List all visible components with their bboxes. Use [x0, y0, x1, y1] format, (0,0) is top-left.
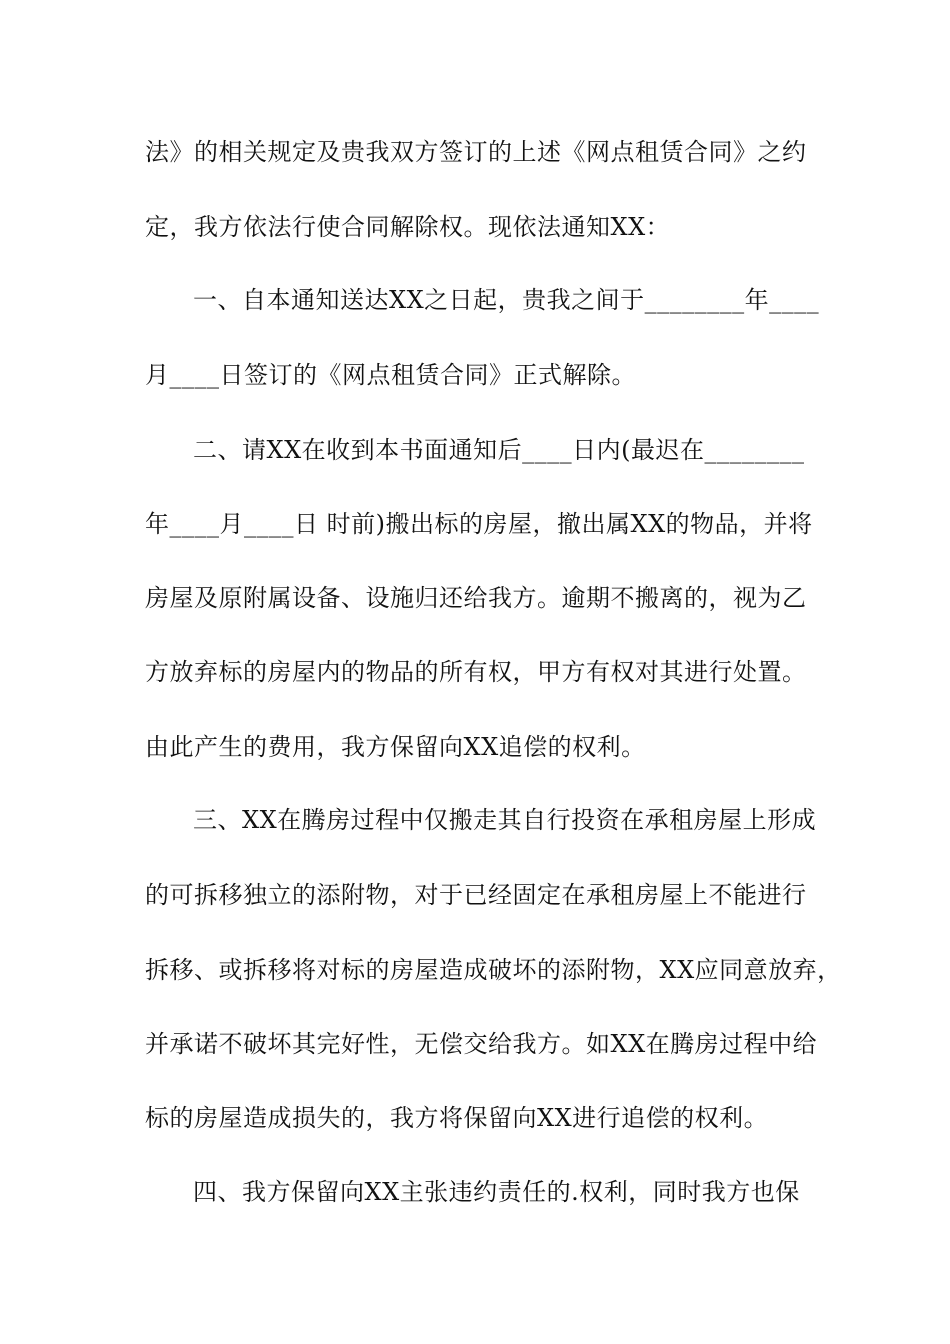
text-line: 由此产生的费用，我方保留向XX追偿的权利。 — [145, 733, 646, 761]
text-line: 并承诺不破坏其完好性，无偿交给我方。如XX在腾房过程中给 — [145, 1030, 818, 1058]
text-line: 标的房屋造成损失的，我方将保留向XX进行追偿的权利。 — [145, 1104, 769, 1132]
text-line: 定，我方依法行使合同解除权。现依法通知XX： — [145, 213, 671, 241]
text-line: 方放弃标的房屋内的物品的所有权，甲方有权对其进行处置。 — [145, 658, 807, 686]
text-line: 的可拆移独立的添附物，对于已经固定在承租房屋上不能进行 — [145, 881, 807, 909]
text-line: 年____月____日 时前)搬出标的房屋，撤出属XX的物品，并将 — [145, 510, 813, 538]
paragraph-1-line: 一、自本通知送达XX之日起，贵我之间于________年____ — [193, 286, 820, 314]
paragraph-3-line: 三、XX在腾房过程中仅搬走其自行投资在承租房屋上形成 — [193, 806, 817, 834]
text-line: 法》的相关规定及贵我双方签订的上述《网点租赁合同》之约 — [145, 138, 807, 166]
text-line: 房屋及原附属设备、设施归还给我方。逾期不搬离的，视为乙 — [145, 584, 807, 612]
paragraph-4-line: 四、我方保留向XX主张违约责任的.权利，同时我方也保 — [193, 1178, 800, 1206]
paragraph-2-line: 二、请XX在收到本书面通知后____日内(最迟在________ — [193, 436, 805, 464]
text-line: 月____日签订的《网点租赁合同》正式解除。 — [145, 361, 636, 389]
text-line: 拆移、或拆移将对标的房屋造成破坏的添附物，XX应同意放弃， — [145, 956, 842, 984]
